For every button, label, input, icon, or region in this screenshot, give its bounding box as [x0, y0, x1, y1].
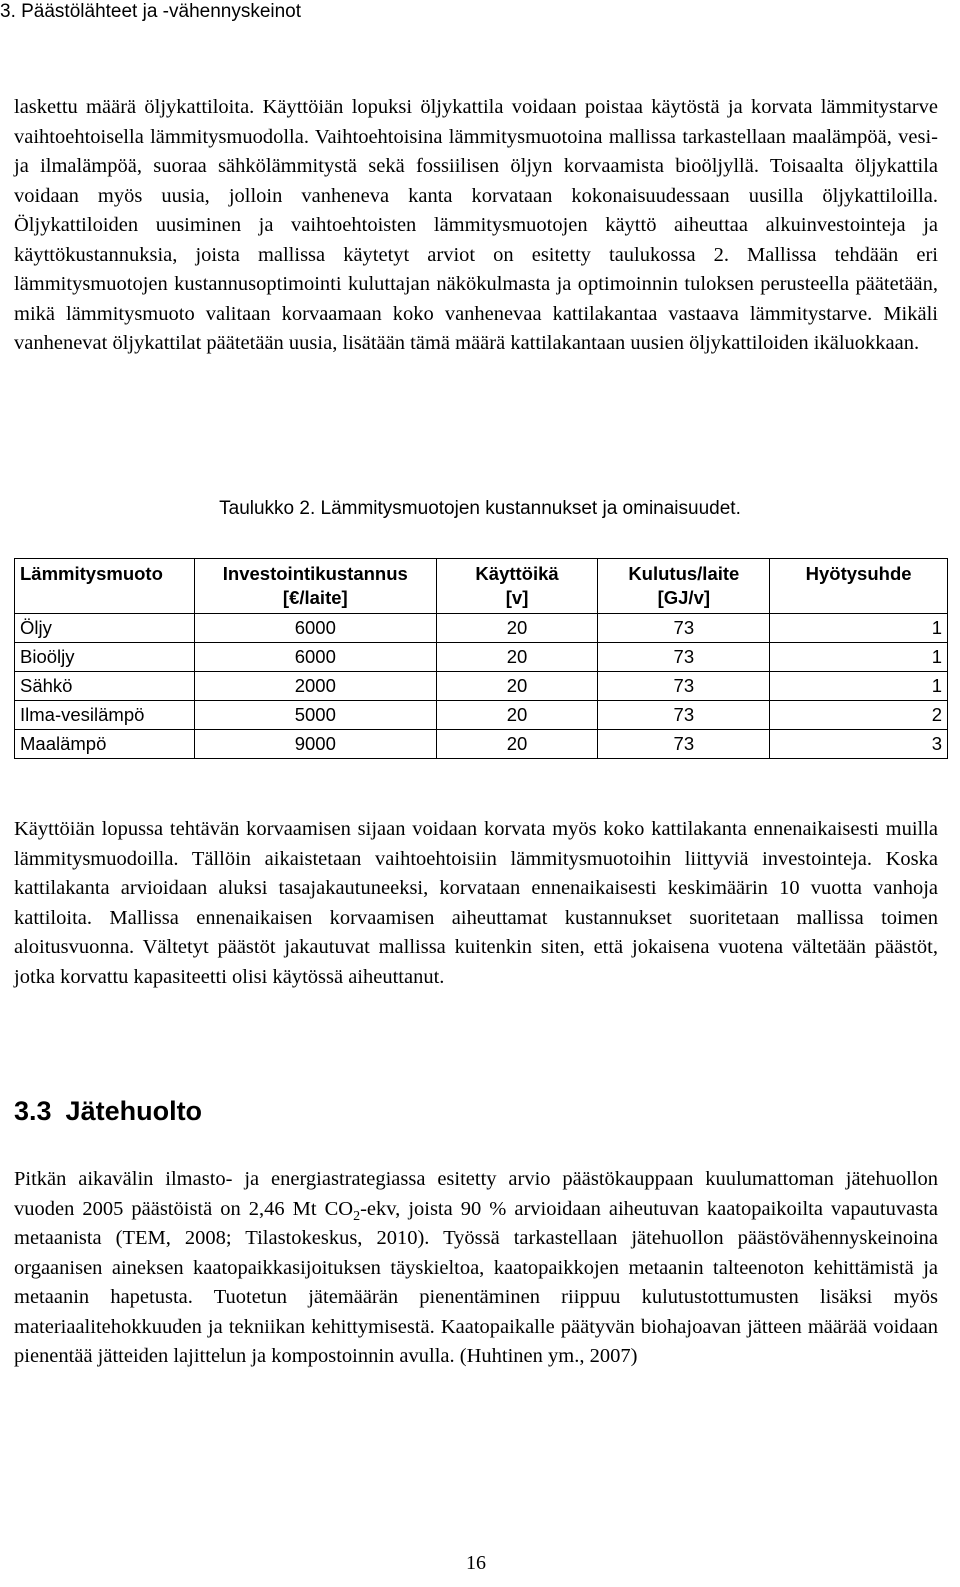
heating-cost-table [14, 558, 948, 759]
section-heading [14, 1095, 202, 1127]
col-header-lifetime: Käyttöikä [v] [436, 559, 598, 614]
col-header-consumption: Kulutus/laite [GJ/v] [598, 559, 770, 614]
cell-heating-type: Ilma-vesilämpö [15, 701, 195, 730]
cell-lifetime: 20 [436, 614, 598, 643]
paragraph-waste-management: Pitkän aikavälin ilmasto- ja energiastrategiassa esitetty arvio päästökauppaan kuulumattoman jätehuollon vuoden 2005 päästöistä on 2,46 Mt $CO_2$-ekv, joista 90 % arvioidaan aiheutuvan kaatopaikoilta vapautuvasta metaanista (TEM, 2008; Tilastokeskus, 2010). Työssä tarkastellaan jätehuollon päästövähennyskeinoina orgaanisen aineksen kaatopaikkasijoituksen täyskieltoa, kaatopaikkojen metaanin talteenoton kehittämistä ja metaanin hapetusta. Tuotetun jätemäärän pienentäminen riippuu kulutustottumusten lisäksi myös materiaalitehokkuuden ja tekniikan kehittymisestä. Kaatopaikalle päätyvän biohajoavan jätteen määrää voidaan pienentää jätteiden lajittelun ja kompostoinnin avulla. (Huhtinen ym., 2007) [14, 1168, 938, 1367]
cell-lifetime: 20 [436, 672, 598, 701]
table-row [15, 730, 948, 759]
col-header-investment: Investointikustannus [€/laite] [194, 559, 436, 614]
cell-investment: 6000 [194, 614, 436, 643]
cell-heating-type: Sähkö [15, 672, 195, 701]
cell-efficiency: 1 [770, 643, 948, 672]
table-caption: Taulukko 2. Lämmitysmuotojen kustannukset ja ominaisuudet. [219, 498, 741, 519]
cell-consumption: 73 [598, 643, 770, 672]
cell-investment: 6000 [194, 643, 436, 672]
cell-lifetime: 20 [436, 730, 598, 759]
cell-investment: 2000 [194, 672, 436, 701]
table-row [15, 672, 948, 701]
paragraph-early-replacement: Käyttöiän lopussa tehtävän korvaamisen sijaan voidaan korvata myös koko kattilakanta ennenaikaisesti muilla lämmitysmuodoilla. Tällöin aikaistetaan vaihtoehtoisiin lämmitysmuotoihin liittyviä investointeja. Koska kattilakanta arvioidaan aluksi tasajakautuneeksi, korvataan ennenaikaisesti keskimäärin 10 vuotta vanhoja kattiloita. Mallissa ennenaikaisen korvaamisen aiheuttamat kustannukset suoritetaan mallissa toimen aloitusvuonna. Vältetyt päästöt jakautuvat mallissa kuitenkin siten, että jokaisena vuotena vältetään päästöt, jotka korvattu kapasiteetti olisi käytössä aiheuttanut. [14, 818, 938, 988]
cell-efficiency: 3 [770, 730, 948, 759]
table-header-row [15, 559, 948, 614]
cell-efficiency: 2 [770, 701, 948, 730]
paragraph-heating-model: laskettu määrä öljykattiloita. Käyttöiän lopuksi öljykattila voidaan poistaa käytöstä ja korvata lämmitystarve vaihtoehtoisella lämmitysmuodolla. Vaihtoehtoisina lämmitysmuotoina mallissa tarkastellaan maalämpöä, vesi- ja ilmalämpöä, suoraa sähkölämmitystä sekä fossiilisen öljyn korvaamista bioöljyllä. Toisaalta öljykattila voidaan myös uusia, jolloin vanheneva kanta korvataan kokonaisuudessaan uusilla öljykattiloilla. Öljykattiloiden uusiminen ja vaihtoehtoisten lämmitysmuotojen käyttö aiheuttaa alkuinvestointeja ja käyttökustannuksia, joista mallissa käytetyt arviot on esitetty taulukossa 2. Mallissa tehdään eri lämmitysmuotojen kustannusoptimointi kuluttajan näkökulmasta ja optimoinnin tuloksen perusteella päätetään, mikä lämmitysmuoto valitaan korvaamaan koko vanhenevaa kattilakantaa vastaava lämmitystarve. Mikäli vanhenevat öljykattilat päätetään uusia, lisätään tämä määrä kattilakantaan uusien öljykattiloiden ikäluokkaan. [14, 96, 938, 354]
subscript-2: 2 [353, 1208, 361, 1224]
section-title: Jätehuolto [65, 1096, 203, 1126]
cell-consumption: 73 [598, 672, 770, 701]
cell-efficiency: 1 [770, 672, 948, 701]
cell-heating-type: Bioöljy [15, 643, 195, 672]
cell-investment: 5000 [194, 701, 436, 730]
cell-investment: 9000 [194, 730, 436, 759]
cell-consumption: 73 [598, 701, 770, 730]
cell-heating-type: Öljy [15, 614, 195, 643]
cell-lifetime: 20 [436, 643, 598, 672]
cell-heating-type: Maalämpö [15, 730, 195, 759]
page-number: 16 [466, 1552, 486, 1574]
cell-lifetime: 20 [436, 701, 598, 730]
table-row [15, 614, 948, 643]
col-header-heating-type: Lämmitysmuoto [15, 559, 195, 614]
cell-consumption: 73 [598, 730, 770, 759]
col-header-efficiency: Hyötysuhde [770, 559, 948, 614]
running-header: 3. Päästölähteet ja -vähennyskeinot [0, 1, 302, 22]
section-number: 3.3 [14, 1096, 52, 1126]
cell-consumption: 73 [598, 614, 770, 643]
cell-efficiency: 1 [770, 614, 948, 643]
table-row [15, 701, 948, 730]
table-row [15, 643, 948, 672]
